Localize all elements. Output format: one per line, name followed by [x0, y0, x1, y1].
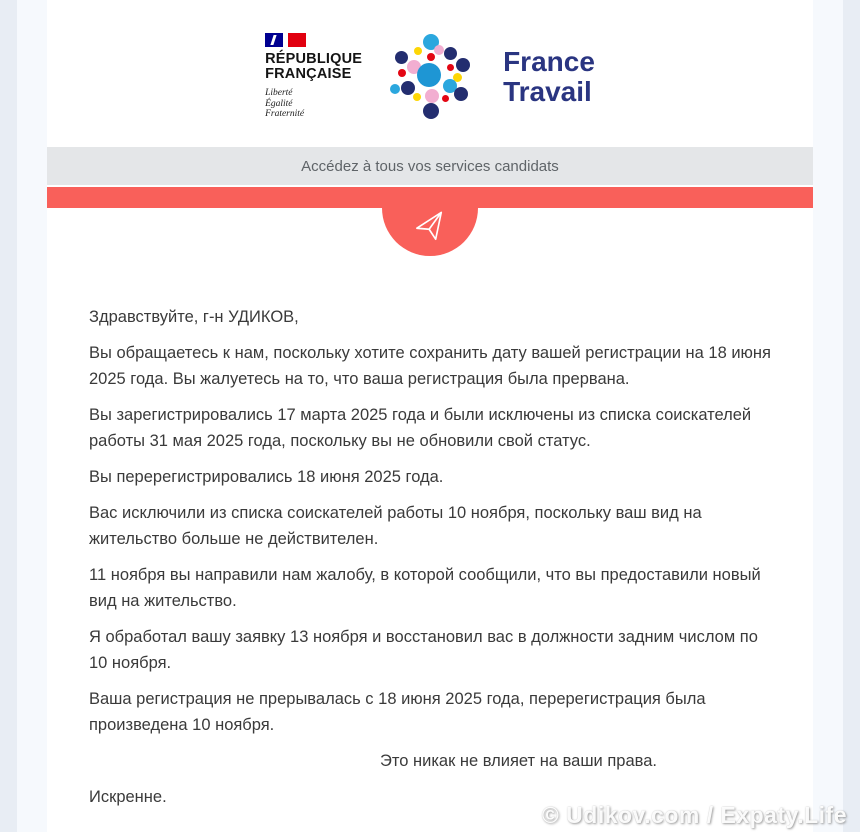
rights-note-text: Это никак не влияет на ваши права. [380, 752, 657, 770]
email-body [47, 208, 813, 810]
email-card [47, 0, 813, 832]
france-travail-line2: Travail [503, 75, 592, 107]
france-travail-line1: France [503, 45, 595, 77]
flag-blue-block [265, 33, 283, 47]
french-flag-icon [265, 33, 361, 47]
republique-francaise-logo [265, 33, 361, 120]
paragraph-2: Вы зарегистрировались 17 марта 2025 года и были исключены из списка соискателей работы 31 мая 2025 года, поскольку вы не обновили свой статус. [89, 406, 752, 450]
red-divider-bar [47, 187, 813, 208]
email-header [47, 0, 813, 147]
paper-plane-icon [410, 207, 451, 248]
motto-fraternite: Fraternité [265, 109, 305, 120]
services-banner-label: Accédez à tous vos services candidats [301, 157, 559, 175]
flag-red-block [288, 33, 306, 47]
republique-title [265, 52, 361, 82]
watermark-text: © Udikov.com / Expaty.Life [541, 802, 847, 828]
motto-liberte: Liberté [265, 88, 293, 99]
paragraph-1: Вы обращаетесь к нам, поскольку хотите сохранить дату вашей регистрации на 18 июня 2025 года. Вы жалуетесь на то, что ваша регистрация была прервана. [89, 344, 771, 388]
france-travail-dots-icon [387, 32, 477, 122]
republique-title-line1: RÉPUBLIQUE [265, 51, 363, 68]
services-banner[interactable] [47, 147, 813, 185]
paragraph-4: Вас исключили из списка соискателей работы 10 ноября, поскольку ваш вид на жительство больше не действителен. [89, 504, 702, 548]
paragraph-3: Вы перерегистрировались 18 июня 2025 года. [89, 468, 444, 486]
republique-title-line2: FRANÇAISE [265, 66, 352, 83]
republique-motto [265, 88, 361, 120]
motto-egalite: Égalité [265, 98, 293, 109]
paragraph-5: 11 ноября вы направили нам жалобу, в которой сообщили, что вы предоставили новый вид на жительство. [89, 566, 761, 610]
paragraph-7: Ваша регистрация не прерывалась с 18 июня 2025 года, перерегистрация была произведена 10 ноября. [89, 690, 706, 734]
france-travail-wordmark [503, 47, 595, 107]
signoff-text: Искренне. [89, 788, 167, 806]
marianne-glyph [270, 35, 276, 45]
greeting-text: Здравствуйте, г-н УДИКОВ, [89, 308, 299, 326]
paragraph-6: Я обработал вашу заявку 13 ноября и восстановил вас в должности задним числом по 10 ноября. [89, 628, 758, 672]
